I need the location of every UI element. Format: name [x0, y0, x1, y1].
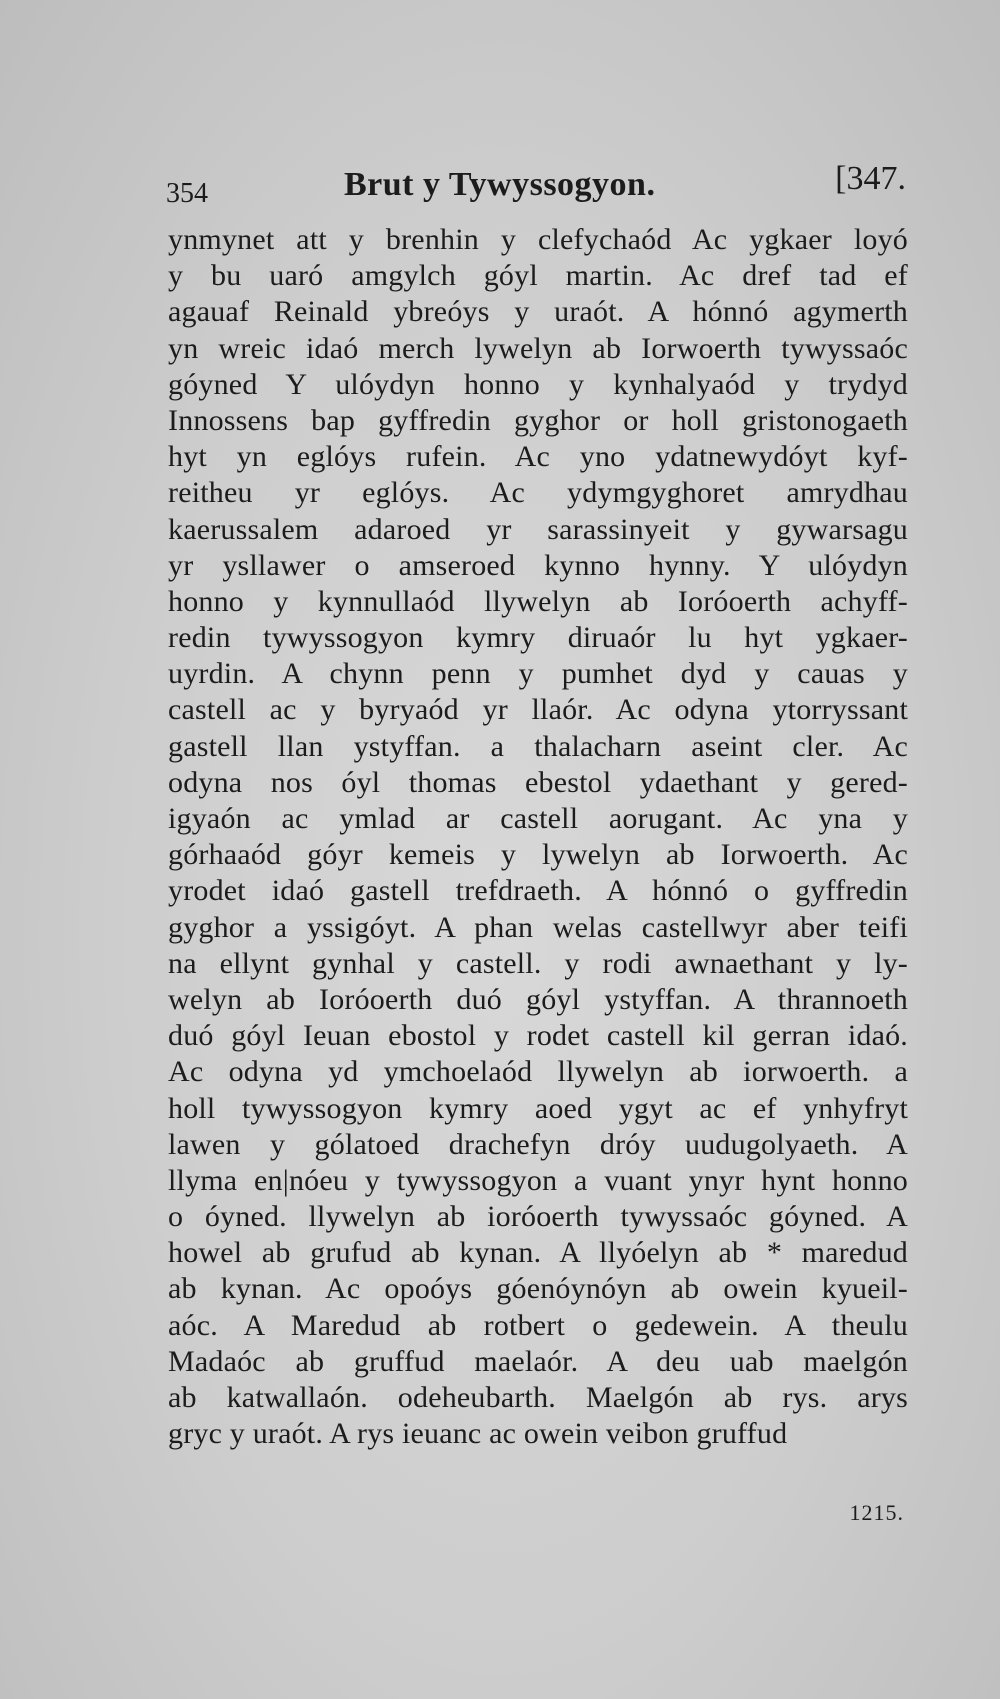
running-title: Brut y Tywyssogyon.	[344, 166, 656, 203]
text-line: ab katwallaón. odeheubarth. Maelgón ab rys. arys	[168, 1381, 908, 1414]
year-note: 1215.	[849, 1500, 904, 1525]
text-line: górhaaód góyr kemeis y lywelyn ab Iorwoerth. Ac	[168, 838, 908, 872]
section-reference: [347.	[835, 160, 906, 197]
text-line: kaerussalem adaroed yr sarassinyeit y gywarsagu	[168, 512, 908, 546]
text-line: o óyned. llywelyn ab ioróoerth tywyssaóc góyned. A	[168, 1200, 908, 1234]
page-header	[166, 158, 906, 208]
text-line: odyna nos óyl thomas ebestol ydaethant y gered-	[168, 765, 908, 799]
text-line: yn wreic idaó merch lywelyn ab Iorwoerth tywyssaóc	[168, 331, 908, 365]
text-line: castell ac y byryaód yr llaór. Ac odyna ytorryssant	[168, 693, 908, 727]
page-number: 354	[166, 178, 208, 209]
text-line: Ac odyna yd ymchoelaód llywelyn ab iorwoerth. a	[168, 1055, 908, 1089]
text-line: na ellynt gynhal y castell. y rodi awnaethant y ly-	[168, 946, 908, 980]
text-line: igyaón ac ymlad ar castell aorugant. Ac yna y	[168, 802, 908, 835]
text-line: ab kynan. Ac opoóys góenóynóyn ab owein kyueil-	[168, 1272, 908, 1306]
text-line: howel ab grufud ab kynan. A llyóelyn ab * maredud	[168, 1236, 908, 1270]
text-line: aóc. A Maredud ab rotbert o gedewein. A theulu	[168, 1308, 908, 1342]
text-line: yr ysllawer o amseroed kynno hynny. Y ulóydyn	[168, 548, 908, 582]
text-line: redin tywyssogyon kymry diruaór lu hyt ygkaer-	[168, 621, 908, 655]
text-line: lawen y gólatoed drachefyn dróy uudugolyaeth. A	[168, 1127, 908, 1161]
text-line: ynmynet att y brenhin y clefychaód Ac ygkaer loyó	[168, 223, 908, 256]
text-line: yrodet idaó gastell trefdraeth. A hónnó o gyffredin	[168, 874, 908, 908]
text-line: llyma en|nóeu y tywyssogyon a vuant ynyr hynt honno	[168, 1163, 908, 1197]
text-line: y bu uaró amgylch góyl martin. Ac dref tad ef	[168, 259, 908, 293]
text-line: góyned Y ulóydyn honno y kynhalyaód y trydyd	[168, 367, 908, 401]
text-line: gyghor a yssigóyt. A phan welas castellwyr aber teifi	[168, 910, 908, 944]
text-line: welyn ab Ioróoerth duó góyl ystyffan. A thrannoeth	[168, 982, 908, 1016]
text-line: agauaf Reinald ybreóys y uraót. A hónnó agymerth	[168, 295, 908, 329]
text-line: duó góyl Ieuan ebostol y rodet castell kil gerran idaó.	[168, 1019, 908, 1053]
text-line: hyt yn eglóys rufein. Ac yno ydatnewydóyt kyf-	[168, 440, 908, 474]
body-text	[168, 222, 908, 1452]
text-line: gastell llan ystyffan. a thalacharn aseint cler. Ac	[168, 729, 908, 763]
text-line: holl tywyssogyon kymry aoed ygyt ac ef ynhyfryt	[168, 1091, 908, 1125]
text-line: uyrdin. A chynn penn y pumhet dyd y cauas y	[168, 657, 908, 691]
text-line: reitheu yr eglóys. Ac ydymgyghoret amrydhau	[168, 476, 908, 510]
text-line: gryc y uraót. A rys ieuanc ac owein veibon gruffud	[168, 1417, 788, 1451]
text-line: Innossens bap gyffredin gyghor or holl gristonogaeth	[168, 403, 908, 437]
text-line: Madaóc ab gruffud maelaór. A deu uab maelgón	[168, 1344, 908, 1378]
text-line: honno y kynnullaód llywelyn ab Ioróoerth achyff-	[168, 584, 908, 618]
